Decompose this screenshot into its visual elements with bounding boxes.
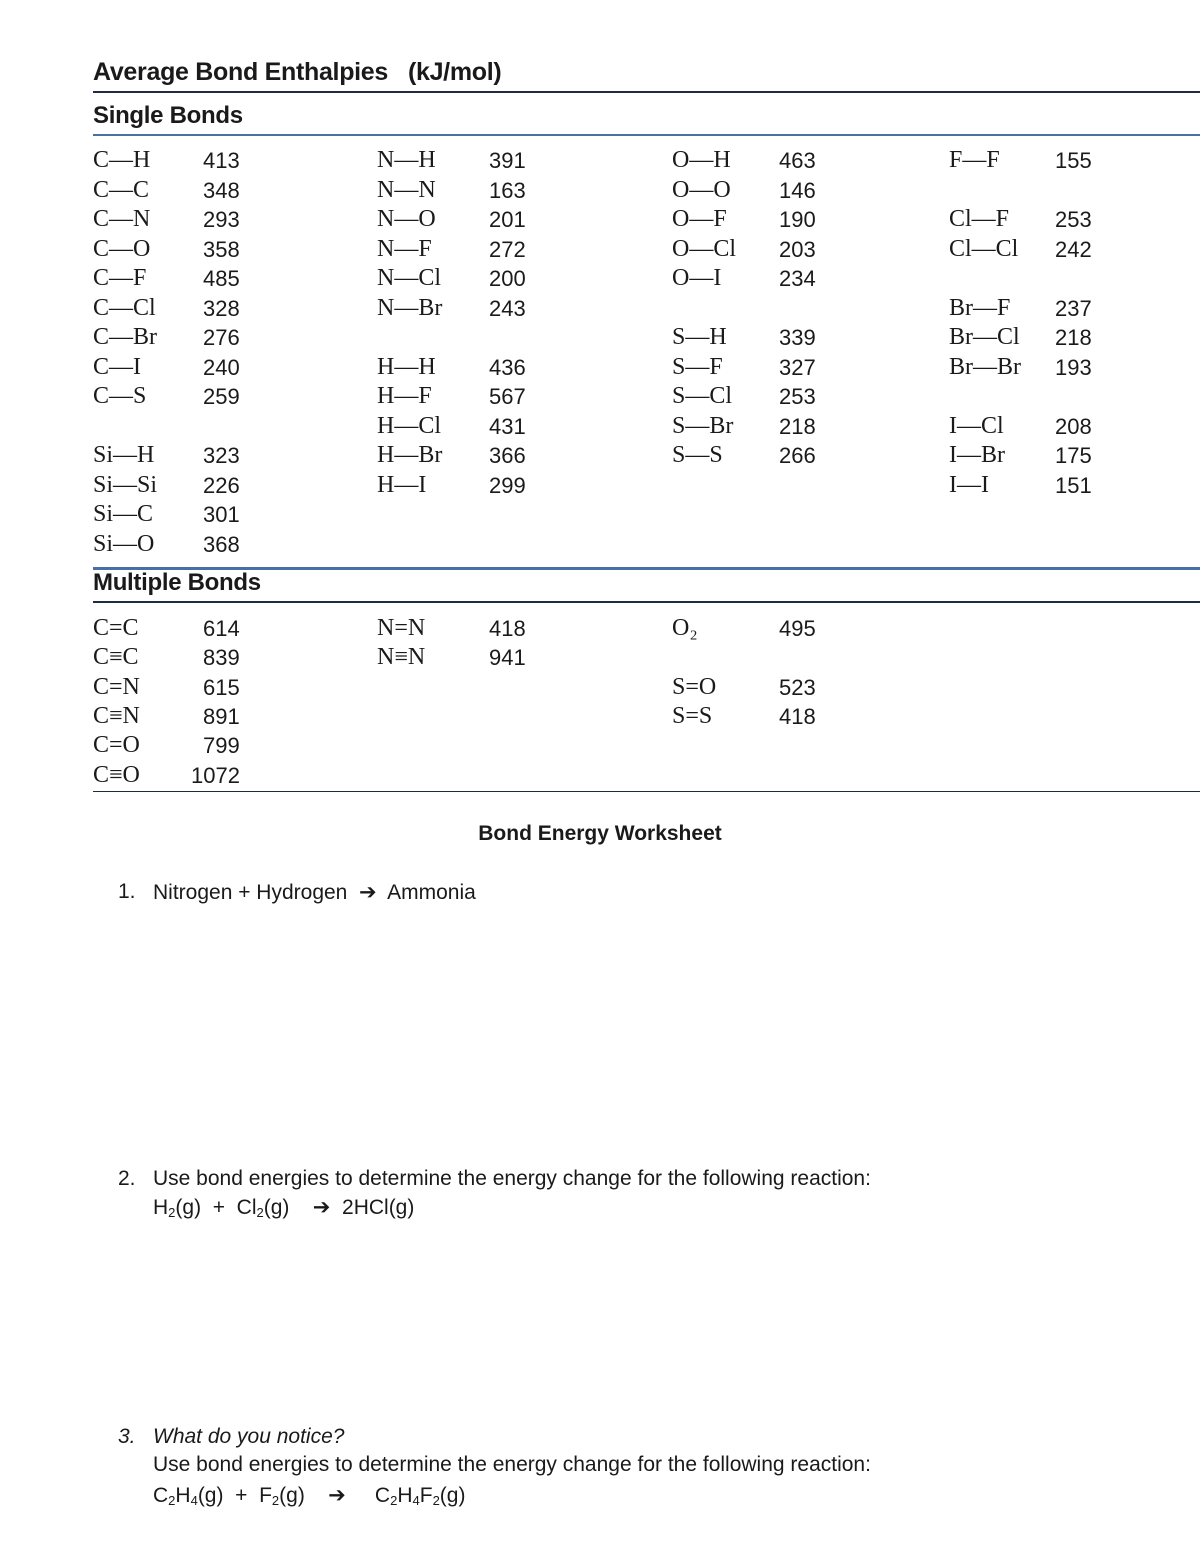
bond-name: I—Cl — [949, 412, 1004, 439]
bond-name: O—I — [672, 265, 722, 291]
bond-name: C—Cl — [93, 294, 156, 321]
bond-name: Si—C — [93, 501, 154, 527]
bond-value: 523 — [779, 674, 816, 700]
bond-entry — [672, 353, 932, 382]
bond-name: C=O — [93, 732, 140, 759]
bond-value: 237 — [1055, 295, 1092, 321]
bond-value: 218 — [1055, 325, 1092, 350]
bond-entry — [93, 294, 353, 323]
bond-value: 615 — [203, 674, 240, 700]
bond-value: 299 — [489, 472, 526, 498]
bond-entry — [377, 441, 637, 470]
bond-name: Si—H — [93, 442, 155, 468]
bond-name: O₂ — [672, 615, 698, 641]
bond-entry — [93, 146, 353, 175]
bond-name: N—N — [377, 176, 436, 203]
bond-value: 366 — [489, 443, 526, 468]
question-1-text: Nitrogen + Hydrogen ➔ Ammonia — [153, 881, 476, 904]
bond-entry — [93, 441, 353, 470]
bond-name: Br—Br — [949, 353, 1021, 380]
bond-value: 391 — [489, 148, 526, 173]
bond-value: 242 — [1055, 236, 1092, 262]
bond-entry — [93, 731, 353, 760]
bond-name: Br—Cl — [949, 324, 1020, 350]
bond-value: 941 — [489, 645, 526, 671]
bond-value: 328 — [203, 295, 240, 321]
bond-value: 276 — [203, 325, 240, 350]
bond-value: 266 — [779, 443, 816, 468]
question-3-equation: $C_2H_4(g) + F_2(g)$ ➔ $C_2H_4F_2(g)$ — [153, 1484, 466, 1508]
bond-entry — [93, 353, 353, 382]
bond-entry — [949, 412, 1200, 441]
bond-entry — [672, 412, 932, 441]
bond-entry — [93, 530, 353, 559]
bond-entry — [93, 643, 353, 672]
bond-value: 146 — [779, 177, 816, 203]
bond-name: N=N — [377, 615, 426, 641]
bond-name: N—O — [377, 206, 436, 232]
title-rule — [93, 91, 1200, 93]
bond-value: 253 — [779, 384, 816, 409]
bond-entry — [949, 235, 1200, 264]
bond-name: O—O — [672, 176, 731, 203]
bond-entry — [949, 146, 1200, 175]
bond-entry — [377, 205, 637, 234]
question-3 — [0, 1425, 1200, 1515]
bond-name: Si—O — [93, 530, 155, 557]
worksheet-title: Bond Energy Worksheet — [478, 822, 722, 845]
bond-name: Br—F — [949, 294, 1011, 321]
bond-entry — [93, 205, 353, 234]
bond-name: C≡N — [93, 702, 140, 729]
bond-name: S=O — [672, 673, 717, 700]
bond-entry — [672, 702, 932, 731]
bond-entry — [377, 614, 637, 643]
bond-name: S—S — [672, 442, 723, 468]
question-2-equation: $H_2(g) + Cl_2(g)$ ➔ 2HCl(g) — [153, 1196, 415, 1220]
bond-entry — [949, 353, 1200, 382]
bond-name: Cl—F — [949, 206, 1010, 232]
bond-value: 495 — [779, 616, 816, 641]
bond-value: 301 — [203, 502, 240, 527]
bond-value: 358 — [203, 236, 240, 262]
question-3-prompt: What do you notice? — [153, 1425, 345, 1448]
bond-value: 203 — [779, 236, 816, 262]
question-1 — [0, 880, 1200, 910]
bond-name: C—N — [93, 206, 151, 232]
question-3-text: Use bond energies to determine the energy change for the following reaction: — [153, 1453, 871, 1476]
bond-entry — [377, 643, 637, 672]
multiple-bonds-rule — [93, 601, 1200, 603]
bond-value: 253 — [1055, 207, 1092, 232]
bond-entry — [377, 382, 637, 411]
bond-entry — [93, 382, 353, 411]
bond-name: C—I — [93, 353, 141, 380]
bond-entry — [93, 471, 353, 500]
bond-value: 163 — [489, 177, 526, 203]
bond-entry — [672, 382, 932, 411]
bond-entry — [672, 614, 932, 643]
bond-entry — [93, 761, 353, 790]
bond-entry — [672, 176, 932, 205]
bond-name: S—F — [672, 353, 723, 380]
bond-value: 208 — [1055, 413, 1092, 439]
bond-name: N—Br — [377, 294, 443, 321]
table-title: Average Bond Enthalpies (kJ/mol) — [93, 58, 502, 86]
bond-value: 891 — [203, 703, 240, 729]
bond-value: 240 — [203, 354, 240, 380]
bond-name: I—Br — [949, 442, 1005, 468]
bond-name: Si—Si — [93, 471, 158, 498]
bond-value: 339 — [779, 325, 816, 350]
single-bonds-heading: Single Bonds — [93, 102, 243, 129]
bond-name: O—H — [672, 147, 731, 173]
bond-name: C—Br — [93, 324, 158, 350]
bond-value: 436 — [489, 354, 526, 380]
bond-name: N—Cl — [377, 265, 442, 291]
bond-value: 567 — [489, 384, 526, 409]
bond-entry — [377, 412, 637, 441]
bond-name: C≡O — [93, 761, 140, 788]
bond-value: 200 — [489, 266, 526, 291]
bond-entry — [949, 441, 1200, 470]
bond-entry — [93, 614, 353, 643]
bond-name: C—H — [93, 147, 151, 173]
bond-value: 348 — [203, 177, 240, 203]
bond-name: C=C — [93, 615, 139, 641]
bond-value: 368 — [203, 531, 240, 557]
bond-entry — [377, 176, 637, 205]
single-bonds-rule — [93, 134, 1200, 136]
bond-value: 175 — [1055, 443, 1092, 468]
bond-value: 218 — [779, 413, 816, 439]
bond-name: O—F — [672, 206, 727, 232]
bond-value: 234 — [779, 266, 816, 291]
bond-name: S—H — [672, 324, 727, 350]
single-bonds-table — [93, 146, 1200, 566]
bond-name: N—H — [377, 147, 436, 173]
bond-value: 839 — [203, 645, 240, 671]
bond-entry — [93, 673, 353, 702]
bond-value: 431 — [489, 413, 526, 439]
bond-entry — [93, 702, 353, 731]
multiple-bonds-table — [93, 614, 1200, 790]
bond-entry — [93, 176, 353, 205]
bond-entry — [949, 323, 1200, 352]
bond-entry — [672, 441, 932, 470]
bond-entry — [672, 146, 932, 175]
bond-value: 418 — [489, 616, 526, 641]
question-1-number: 1. — [118, 880, 136, 903]
bond-entry — [672, 323, 932, 352]
bond-value: 293 — [203, 207, 240, 232]
bond-name: F—F — [949, 147, 1000, 173]
question-3-number: 3. — [118, 1425, 136, 1448]
bond-name: N≡N — [377, 644, 426, 671]
bond-value: 327 — [779, 354, 816, 380]
bond-value: 193 — [1055, 354, 1092, 380]
bond-value: 272 — [489, 236, 526, 262]
table-bottom-rule — [93, 791, 1200, 792]
bond-name: C—O — [93, 235, 151, 262]
bond-entry — [93, 323, 353, 352]
question-2-number: 2. — [118, 1167, 136, 1190]
bond-value: 323 — [203, 443, 240, 468]
bond-value: 1072 — [191, 762, 240, 788]
bond-name: C=N — [93, 673, 140, 700]
bond-name: S=S — [672, 702, 713, 729]
bond-value: 799 — [203, 733, 240, 759]
question-2-text: Use bond energies to determine the energy change for the following reaction: — [153, 1167, 871, 1190]
bond-value: 418 — [779, 703, 816, 729]
bond-value: 485 — [203, 266, 240, 291]
bond-entry — [377, 294, 637, 323]
bond-name: H—Cl — [377, 412, 442, 439]
bond-entry — [93, 264, 353, 293]
bond-value: 243 — [489, 295, 526, 321]
bond-name: H—F — [377, 383, 432, 409]
bond-value: 614 — [203, 616, 240, 641]
bond-value: 190 — [779, 207, 816, 232]
bond-value: 463 — [779, 148, 816, 173]
bond-name: I—I — [949, 471, 989, 498]
bond-name: O—Cl — [672, 235, 737, 262]
bond-name: N—F — [377, 235, 432, 262]
bond-entry — [949, 294, 1200, 323]
bond-entry — [949, 205, 1200, 234]
bond-value: 226 — [203, 472, 240, 498]
bond-name: C≡C — [93, 644, 139, 671]
bond-entry — [377, 471, 637, 500]
bond-value: 155 — [1055, 148, 1092, 173]
bond-value: 201 — [489, 207, 526, 232]
bond-name: C—F — [93, 265, 147, 291]
bond-value: 413 — [203, 148, 240, 173]
multiple-bonds-heading: Multiple Bonds — [93, 569, 261, 596]
bond-name: S—Br — [672, 412, 734, 439]
bond-entry — [93, 235, 353, 264]
bond-entry — [672, 235, 932, 264]
bond-name: H—H — [377, 353, 436, 380]
bond-entry — [377, 264, 637, 293]
question-2 — [0, 1167, 1200, 1227]
bond-value: 259 — [203, 384, 240, 409]
bond-entry — [949, 471, 1200, 500]
bond-name: Cl—Cl — [949, 235, 1019, 262]
bond-entry — [377, 353, 637, 382]
bond-entry — [377, 146, 637, 175]
bond-entry — [93, 500, 353, 529]
bond-entry — [672, 264, 932, 293]
bond-entry — [672, 673, 932, 702]
bond-value: 151 — [1055, 472, 1092, 498]
bond-name: H—Br — [377, 442, 443, 468]
bond-name: H—I — [377, 471, 427, 498]
bond-entry — [377, 235, 637, 264]
bond-entry — [672, 205, 932, 234]
bond-name: C—C — [93, 176, 150, 203]
bond-name: C—S — [93, 383, 147, 409]
bond-name: S—Cl — [672, 383, 733, 409]
